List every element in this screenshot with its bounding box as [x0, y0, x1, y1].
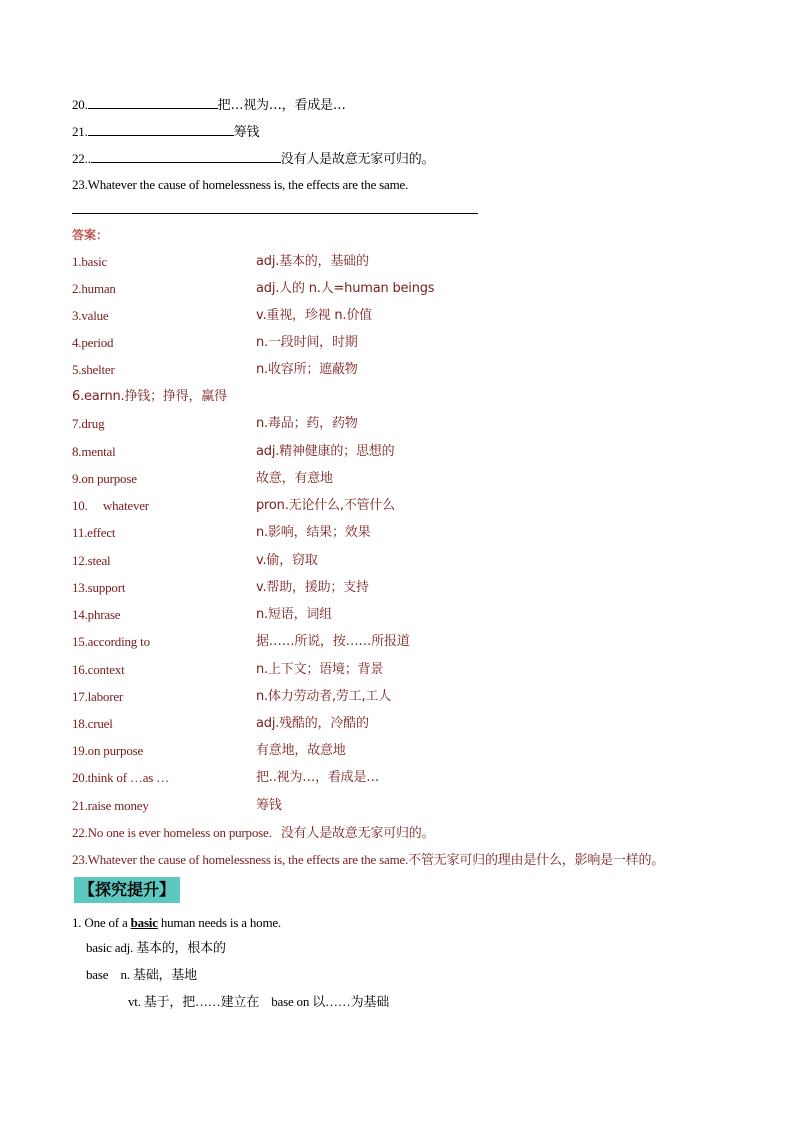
answer-term: 8.mental	[72, 444, 116, 459]
answer-row	[72, 361, 752, 379]
answer-term: 20.think of …as …	[72, 770, 169, 785]
answer-term: 14.phrase	[72, 607, 121, 622]
answer-term: 6.earnn.挣钱；挣得，赢得	[72, 389, 227, 404]
answer-sentence-cn: 没有人是故意无家可归的。	[280, 826, 435, 841]
answer-row	[72, 415, 752, 433]
answer-row	[72, 307, 752, 325]
answer-definition: adj.精神健康的；思想的	[256, 444, 395, 459]
answer-row	[72, 524, 752, 542]
exercise-number: 21.	[72, 124, 88, 139]
exercise-prompt: 没有人是故意无家可归的。	[280, 152, 435, 167]
answer-term: 11.effect	[72, 525, 116, 540]
answer-blank[interactable]	[88, 96, 218, 109]
answer-row	[72, 470, 752, 488]
answer-term: 19.on purpose	[72, 743, 144, 758]
explore-note: basic adj. 基本的，根本的	[86, 940, 226, 955]
answer-term: 12.steal	[72, 553, 111, 568]
answer-definition: v.偷，窃取	[256, 553, 318, 568]
answer-definition: n.短语，词组	[256, 607, 332, 622]
answer-term: 16.context	[72, 662, 125, 677]
answer-term: 2.human	[72, 281, 116, 296]
answers-heading: 答案：	[72, 228, 109, 242]
answer-definition: 有意地，故意地	[256, 743, 346, 758]
answer-row	[72, 851, 752, 869]
exercise-prompt: 筹钱	[233, 125, 260, 140]
answer-term: 7.drug	[72, 416, 105, 431]
answer-definition: n.体力劳动者,劳工,工人	[256, 689, 392, 704]
highlighted-word: basic	[130, 915, 158, 930]
answer-row	[72, 797, 752, 815]
exercise-23	[72, 177, 408, 193]
answer-sentence-en: 23.Whatever the cause of homelessness is, the effects are the same.	[72, 852, 409, 867]
answer-sentence	[72, 824, 434, 843]
answer-term: 9.on purpose	[72, 471, 137, 486]
answer-row	[72, 769, 752, 787]
answer-sentence-en: 22.No one is ever homeless on purpose.	[72, 825, 272, 840]
exercise-20	[72, 96, 346, 114]
answer-definition: n.收容所；遮蔽物	[256, 362, 358, 377]
explore-sentence-pre: 1. One of a	[72, 915, 131, 930]
section-title-banner: 【探究提升】	[74, 877, 180, 903]
answer-term: 1.basic	[72, 254, 108, 269]
answer-row	[72, 742, 752, 760]
answer-definition: v.帮助，援助；支持	[256, 580, 369, 595]
answer-sentence-cn: 不管无家可归的理由是什么，影响是一样的。	[408, 853, 665, 868]
exercise-number: 20.	[72, 97, 88, 112]
explore-note: vt. 基于，把……建立在 base on 以……为基础	[128, 994, 390, 1009]
exercise-number: 22..	[72, 151, 91, 166]
answer-row	[72, 715, 752, 733]
answer-term: 17.laborer	[72, 689, 124, 704]
answer-definition: 据……所说，按……所报道	[256, 634, 410, 649]
explore-note: base n. 基础，基地	[86, 967, 197, 982]
explore-sentence	[72, 914, 281, 932]
answer-definition: adj.残酷的，冷酷的	[256, 716, 369, 731]
answer-row	[72, 552, 752, 570]
answer-definition: adj.人的 n.人=human beings	[256, 281, 435, 296]
answer-definition: n.毒品；药，药物	[256, 416, 358, 431]
answer-blank-line[interactable]	[72, 213, 478, 214]
answer-row	[72, 688, 752, 706]
answer-term: 15.according to	[72, 634, 150, 649]
answer-definition: v.重视，珍视 n.价值	[256, 308, 372, 323]
answer-row	[72, 280, 752, 298]
explore-sentence-post: human needs is a home.	[157, 915, 281, 930]
answer-definition: 把..视为…，看成是…	[256, 770, 380, 785]
answer-row	[72, 334, 752, 352]
answer-row	[72, 579, 752, 597]
answer-row	[72, 388, 752, 406]
answer-row	[72, 606, 752, 624]
answer-row	[72, 661, 752, 679]
answer-term: 3.value	[72, 308, 109, 323]
answer-definition: n.一段时间，时期	[256, 335, 358, 350]
answer-definition: pron.无论什么,不管什么	[256, 498, 395, 513]
exercise-number: 23.	[72, 177, 88, 192]
answer-definition: 故意，有意地	[256, 471, 333, 486]
answer-row	[72, 824, 752, 842]
answer-row	[72, 253, 752, 271]
answer-blank[interactable]	[91, 150, 281, 163]
exercise-prompt: 把…视为…，看成是…	[217, 98, 346, 113]
answer-term: 5.shelter	[72, 362, 115, 377]
answer-definition: adj.基本的，基础的	[256, 254, 369, 269]
answer-term: 18.cruel	[72, 716, 113, 731]
answer-row	[72, 443, 752, 461]
document-page	[72, 0, 752, 1123]
answer-row	[72, 497, 752, 515]
answer-definition: n.影响，结果；效果	[256, 525, 371, 540]
answer-term: 4.period	[72, 335, 114, 350]
exercise-22	[72, 150, 434, 168]
answer-sentence	[72, 851, 664, 870]
answer-row	[72, 633, 752, 651]
exercise-21	[72, 123, 259, 141]
answer-term: 13.support	[72, 580, 126, 595]
answer-definition: n.上下文；语境；背景	[256, 662, 384, 677]
exercise-prompt: Whatever the cause of homelessness is, the effects are the same.	[87, 177, 409, 192]
answer-term: 10. whatever	[72, 498, 149, 513]
answer-blank[interactable]	[88, 123, 234, 136]
answer-definition: 筹钱	[256, 798, 282, 813]
answer-term: 21.raise money	[72, 798, 149, 813]
